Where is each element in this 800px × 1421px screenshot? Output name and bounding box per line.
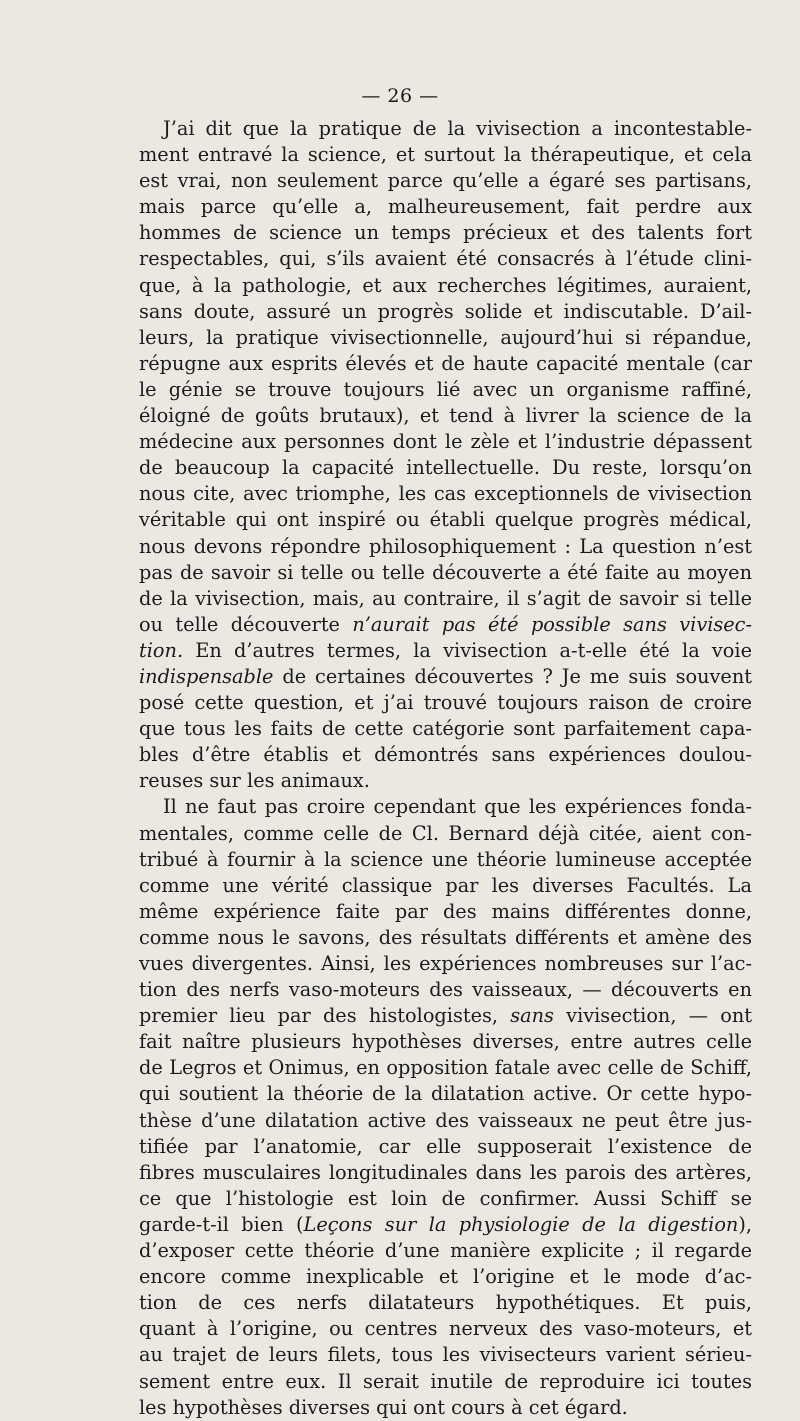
text-line: que tous les faits de cette catégorie sont parfaitement capa-	[139, 717, 752, 741]
text-span: ),	[738, 1212, 752, 1236]
text-line: thèse d’une dilatation active des vaisseaux ne peut être jus-	[139, 1108, 752, 1132]
text-line: posé cette question, et j’ai trouvé toujours raison de croire	[139, 691, 752, 715]
text-line: qui soutient la théorie de la dilatation active. Or cette hypo-	[139, 1082, 752, 1106]
text-line: comme une vérité classique par les diverses Facultés. La	[139, 873, 752, 897]
italic-span: n’aurait pas été possible sans vivisec-	[352, 612, 752, 636]
text-span: vivisection, — ont	[553, 1004, 752, 1028]
text-span: ou telle découverte	[139, 612, 353, 636]
text-line: ment entravé la science, et surtout la thérapeutique, et cela	[139, 143, 752, 167]
text-line: que, à la pathologie, et aux recherches légitimes, auraient,	[139, 273, 752, 297]
text-span: premier lieu par des histologistes,	[139, 1004, 511, 1028]
text-line	[139, 1212, 752, 1238]
text-line: nous devons répondre philosophiquement : La question n’est	[139, 534, 752, 558]
text-line: sement entre eux. Il serait inutile de reproduire ici toutes	[139, 1369, 752, 1393]
text-line: sans doute, assuré un progrès solide et indiscutable. D’ail-	[139, 299, 752, 323]
text-line: mais parce qu’elle a, malheureusement, fait perdre aux	[139, 195, 752, 219]
text-line: de Legros et Onimus, en opposition fatale avec celle de Schiff,	[139, 1056, 752, 1080]
text-line	[139, 1003, 752, 1029]
text-line: leurs, la pratique vivisectionnelle, aujourd’hui si répandue,	[139, 325, 752, 349]
text-line: bles d’être établis et démontrés sans expériences doulou-	[139, 743, 752, 767]
text-span: garde-t-il bien (	[139, 1212, 304, 1236]
text-line: le génie se trouve toujours lié avec un organisme raffiné,	[139, 377, 752, 401]
text-line: médecine aux personnes dont le zèle et l’industrie dépassent	[139, 430, 752, 454]
text-span: de certaines découvertes ? Je me suis souvent	[273, 664, 752, 688]
text-line	[139, 638, 752, 664]
text-line: tribué à fournir à la science une théorie lumineuse acceptée	[139, 847, 752, 871]
text-line	[139, 664, 752, 690]
text-line: vues divergentes. Ainsi, les expériences nombreuses sur l’ac-	[139, 952, 752, 975]
text-line: de la vivisection, mais, au contraire, il s’agit de savoir si telle	[139, 586, 752, 610]
text-line: tion de ces nerfs dilatateurs hypothétiques. Et puis,	[139, 1291, 752, 1315]
text-line: comme nous le savons, des résultats différents et amène des	[139, 925, 752, 949]
paragraph	[139, 116, 752, 794]
text-line: véritable qui ont inspiré ou établi quelque progrès médical,	[139, 508, 752, 532]
page-number: — 26 —	[361, 85, 439, 107]
text-line: les hypothèses diverses qui ont cours à cet égard.	[139, 1395, 628, 1419]
text-line: quant à l’origine, ou centres nerveux des vaso-moteurs, et	[139, 1317, 752, 1341]
text-line: mentales, comme celle de Cl. Bernard déjà citée, aient con-	[139, 821, 752, 845]
text-line	[139, 612, 752, 638]
text-line: reuses sur les animaux.	[139, 769, 370, 793]
text-line: tifiée par l’anatomie, car elle supposerait l’existence de	[139, 1134, 752, 1158]
paragraph	[139, 794, 752, 1420]
text-line: fibres musculaires longitudinales dans les parois des artères,	[139, 1160, 752, 1184]
text-line: d’exposer cette théorie d’une manière explicite ; il regarde	[139, 1239, 752, 1263]
text-line: encore comme inexplicable et l’origine et le mode d’ac-	[139, 1265, 752, 1289]
body-text	[139, 116, 752, 1421]
text-line: est vrai, non seulement parce qu’elle a égaré ses partisans,	[139, 169, 752, 193]
text-line: ce que l’histologie est loin de confirmer. Aussi Schiff se	[139, 1186, 752, 1210]
text-line: nous cite, avec triomphe, les cas exceptionnels de vivisection	[139, 482, 752, 506]
text-span: En d’autres termes, la vivisection a-t-elle été la voie	[183, 638, 752, 662]
text-line: même expérience faite par des mains différentes donne,	[139, 899, 752, 923]
italic-span: sans	[510, 1004, 554, 1028]
text-line: fait naître plusieurs hypothèses diverses, entre autres celle	[139, 1030, 752, 1054]
text-line: pas de savoir si telle ou telle découverte a été faite au moyen	[139, 560, 752, 584]
text-line: Il ne faut pas croire cependant que les expériences fonda-	[163, 795, 752, 819]
text-line: hommes de science un temps précieux et des talents fort	[139, 221, 752, 245]
italic-span: indispensable	[139, 664, 274, 688]
text-line: éloigné de goûts brutaux), et tend à livrer la science de la	[139, 404, 752, 428]
italic-span: tion.	[139, 638, 184, 662]
text-line: J’ai dit que la pratique de la vivisection a incontestable-	[163, 117, 752, 140]
text-line: répugne aux esprits élevés et de haute capacité mentale (car	[139, 351, 752, 375]
text-line: de beaucoup la capacité intellectuelle. Du reste, lorsqu’on	[139, 456, 752, 480]
text-line: au trajet de leurs filets, tous les vivisecteurs varient sérieu-	[139, 1343, 752, 1367]
text-line: respectables, qui, s’ils avaient été consacrés à l’étude clini-	[139, 247, 752, 271]
italic-span: Leçons sur la physiologie de la digestion	[303, 1212, 739, 1236]
text-line: tion des nerfs vaso-moteurs des vaisseaux, — découverts en	[139, 978, 752, 1002]
